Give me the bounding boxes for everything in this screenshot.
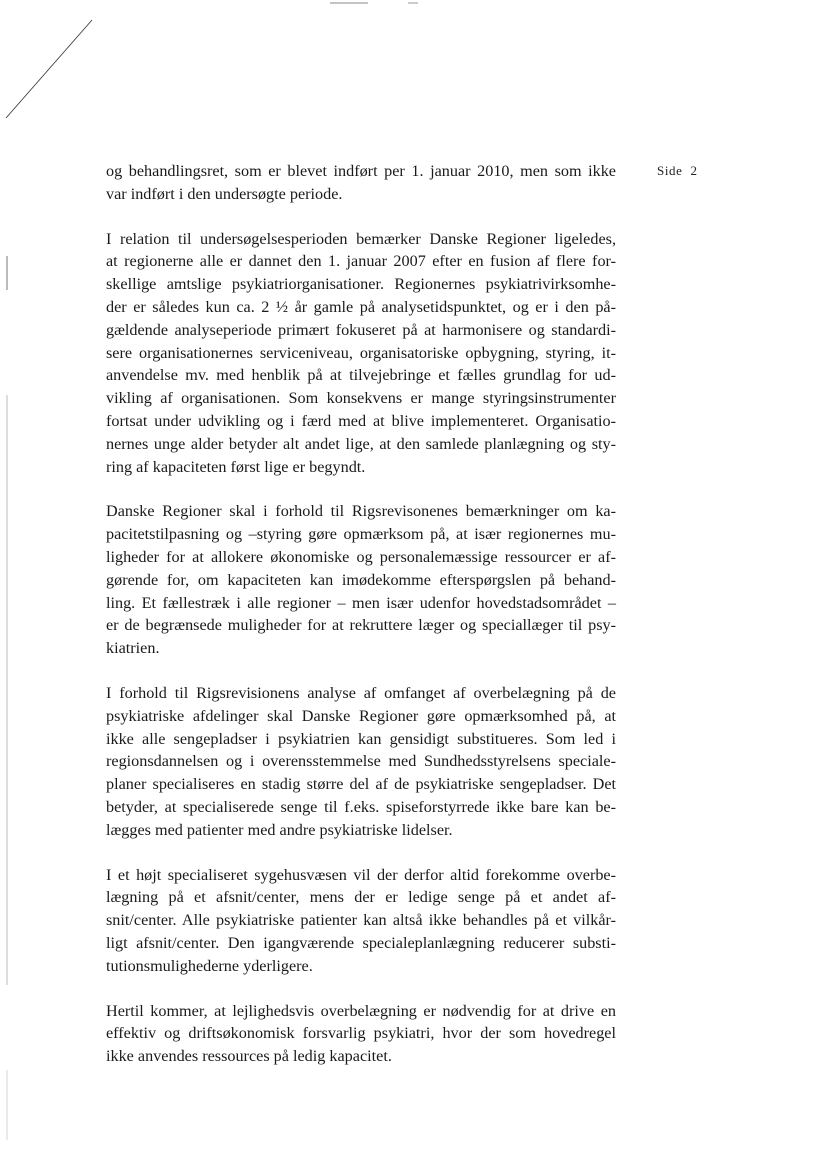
text-line: psykiatriske afdelinger skal Danske Regioner gøre opmærksomhed på, at [106, 706, 616, 725]
text-line: nernes unge alder betyder alt andet lige, at den samlede planlægning og sty- [106, 434, 616, 453]
text-line: sere organisationernes serviceniveau, organisatoriske opbygning, styring, it- [106, 343, 616, 362]
text-line: tutionsmulighederne yderligere. [106, 956, 313, 975]
text-line: effektiv og driftsøkonomisk forsvarlig psykiatri, hvor der som hovedregel [106, 1024, 616, 1043]
text-line: lægges med patienter med andre psykiatriske lidelser. [106, 820, 453, 839]
text-line: snit/center. Alle psykiatriske patienter kan altså ikke behandles på et vilkår- [106, 911, 616, 930]
text-line: fortsat under udvikling og i færd med at blive implementeret. Organisatio- [106, 411, 616, 430]
text-line: var indført i den undersøgte periode. [106, 184, 343, 203]
text-line: og behandlingsret, som er blevet indført per 1. januar 2010, men som ikke [106, 162, 616, 180]
paragraph [106, 228, 616, 479]
text-line: I et højt specialiseret sygehusvæsen vil der derfor altid forekomme overbe- [106, 865, 616, 884]
text-line: at regionerne alle er dannet den 1. januar 2007 efter en fusion af flere for- [106, 252, 616, 271]
pen-stroke-mark [6, 20, 92, 118]
page-number-value: 2 [690, 163, 698, 178]
paragraph [106, 1000, 616, 1068]
text-line: Danske Regioner skal i forhold til Rigsrevisonenes bemærkninger om ka- [106, 502, 616, 521]
text-line: Hertil kommer, at lejlighedsvis overbelægning er nødvendig for at drive en [106, 1001, 616, 1020]
text-line: ligt afsnit/center. Den igangværende specialeplanlægning reducerer substi- [106, 933, 616, 952]
letter-body [106, 160, 616, 1090]
text-line: ikke anvendes ressources på ledig kapacitet. [106, 1047, 392, 1066]
text-line: anvendelse mv. med henblik på at tilvejebringe et fælles grundlag for ud- [106, 366, 616, 385]
page-number [657, 163, 698, 179]
paragraph [106, 682, 616, 842]
text-line: skellige amtslige psykiatriorganisationer. Regionernes psykiatrivirksomhe- [106, 275, 616, 294]
text-line: vikling af organisationen. Som konsekvens er mange styringsinstrumenter [106, 389, 616, 408]
paragraph [106, 864, 616, 978]
text-line: ligheder for at allokere økonomiske og personalemæssige ressourcer er af- [106, 547, 616, 566]
text-line: ikke alle sengepladser i psykiatrien kan gensidigt substitueres. Som led i [106, 729, 616, 748]
text-line: I relation til undersøgelsesperioden bemærker Danske Regioner ligeledes, [106, 229, 616, 248]
text-line: der er således kun ca. 2 ½ år gamle på analysetidspunktet, og er i den på- [106, 297, 616, 316]
text-line: er de begrænsede muligheder for at rekruttere læger og speciallæger til psy- [106, 616, 616, 635]
text-line: betyder, at specialiserede senge til f.eks. spiseforstyrrede ikke bare kan be- [106, 797, 616, 816]
paragraph [106, 160, 616, 206]
text-line: gældende analyseperiode primært fokuseret på at harmonisere og standardi- [106, 320, 616, 339]
text-line: pacitetstilpasning og –styring gøre opmærksom på, at især regionernes mu- [106, 525, 616, 544]
text-line: regionsdannelsen og i overensstemmelse med Sundhedsstyrelsens speciale- [106, 752, 616, 771]
text-line: I forhold til Rigsrevisionens analyse af omfanget af overbelægning på de [106, 683, 616, 702]
page-number-label: Side [657, 163, 683, 178]
text-line: ring af kapaciteten først lige er begyndt. [106, 457, 366, 476]
text-line: planer specialiseres en stadig større del af de psykiatriske sengepladser. Det [106, 775, 616, 794]
text-line: gørende for, om kapaciteten kan imødekomme efterspørgslen på behand- [106, 570, 616, 589]
paragraph [106, 500, 616, 660]
text-line: lægning på et afsnit/center, mens der er ledige senge på et andet af- [106, 888, 616, 907]
text-line: kiatrien. [106, 639, 160, 658]
text-line: ling. Et fællestræk i alle regioner – men især udenfor hovedstadsområdet – [106, 593, 616, 612]
